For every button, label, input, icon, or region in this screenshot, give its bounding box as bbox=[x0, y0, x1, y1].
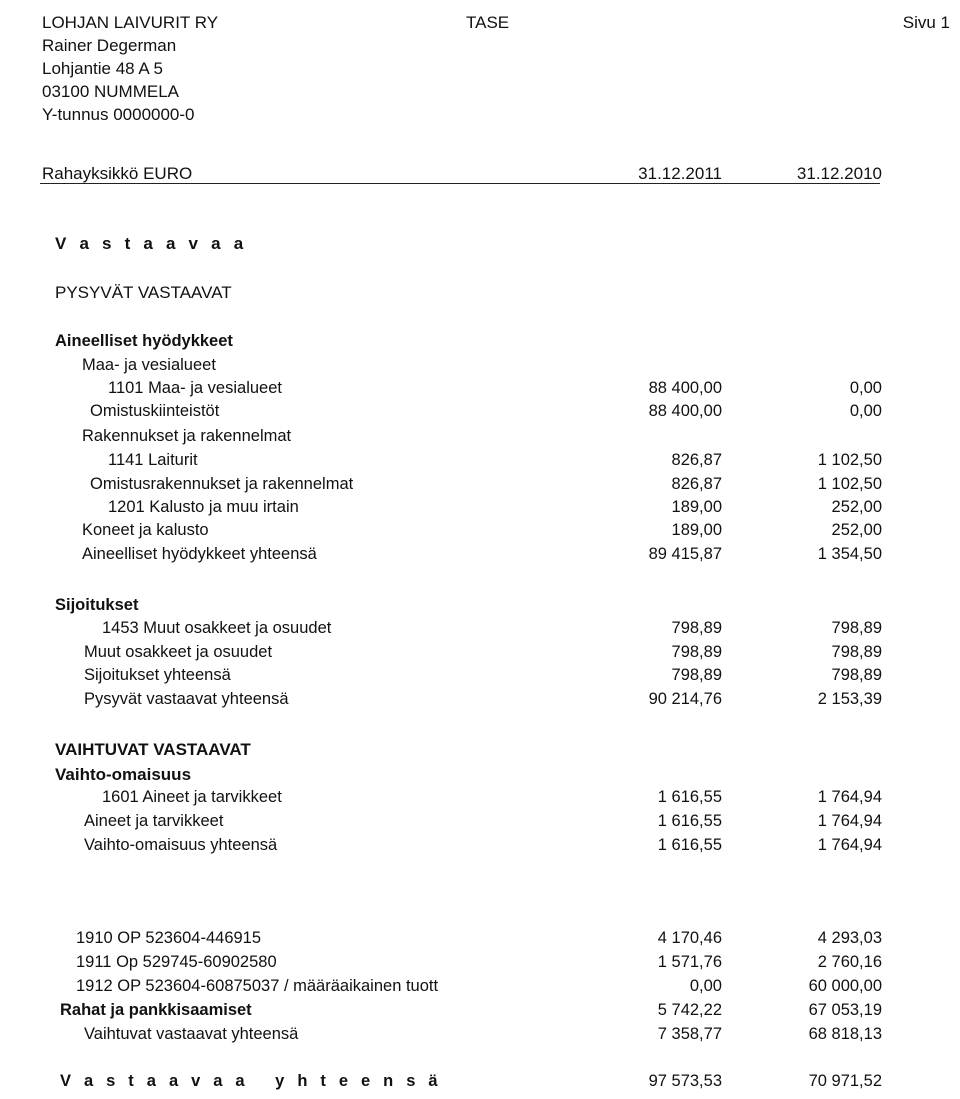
postal-address: 03100 NUMMELA bbox=[42, 82, 180, 101]
value-previous: 1 354,50 bbox=[817, 545, 882, 563]
page-number: Sivu 1 bbox=[902, 13, 950, 32]
company-name: LOHJAN LAIVURIT RY bbox=[42, 13, 219, 32]
contact-name: Rainer Degerman bbox=[42, 36, 177, 55]
value-current: 88 400,00 bbox=[648, 402, 722, 420]
table-row bbox=[0, 356, 960, 378]
value-previous: 1 764,94 bbox=[817, 788, 882, 806]
table-row bbox=[0, 402, 960, 424]
table-row bbox=[0, 498, 960, 520]
value-previous: 798,89 bbox=[831, 619, 882, 637]
row-label: Vaihto-omaisuus yhteensä bbox=[84, 836, 278, 854]
value-previous: 1 102,50 bbox=[817, 475, 882, 493]
value-current: 189,00 bbox=[671, 521, 722, 539]
value-previous: 798,89 bbox=[831, 643, 882, 661]
row-label: Sijoitukset yhteensä bbox=[84, 666, 231, 684]
column-date-current: 31.12.2011 bbox=[638, 164, 722, 183]
row-label: 1453 Muut osakkeet ja osuudet bbox=[102, 619, 332, 637]
tangible-assets-heading: Aineelliset hyödykkeet bbox=[55, 332, 233, 350]
table-row bbox=[0, 619, 960, 641]
header-divider bbox=[40, 183, 880, 184]
value-current: 826,87 bbox=[671, 475, 722, 493]
table-row bbox=[0, 690, 960, 712]
value-current: 1 571,76 bbox=[657, 953, 722, 971]
row-label: 1201 Kalusto ja muu irtain bbox=[108, 498, 299, 516]
row-label: 1910 OP 523604-446915 bbox=[76, 929, 262, 947]
value-previous: 67 053,19 bbox=[808, 1001, 882, 1019]
table-row bbox=[0, 788, 960, 810]
value-current: 5 742,22 bbox=[657, 1001, 722, 1019]
value-previous: 2 153,39 bbox=[817, 690, 882, 708]
currency-label: Rahayksikkö EURO bbox=[42, 164, 193, 183]
value-previous: 1 764,94 bbox=[817, 812, 882, 830]
value-current: 798,89 bbox=[671, 619, 722, 637]
row-label: 1601 Aineet ja tarvikkeet bbox=[102, 788, 282, 806]
value-current: 1 616,55 bbox=[657, 812, 722, 830]
row-label: 1912 OP 523604-60875037 / määräaikainen tuott bbox=[76, 977, 439, 995]
table-row bbox=[0, 1025, 960, 1047]
table-row bbox=[0, 545, 960, 567]
inventories-heading: Vaihto-omaisuus bbox=[55, 765, 192, 784]
row-label: Koneet ja kalusto bbox=[82, 521, 209, 539]
value-current: 89 415,87 bbox=[648, 545, 722, 563]
table-row bbox=[0, 1001, 960, 1023]
row-label: Maa- ja vesialueet bbox=[82, 356, 216, 374]
row-label: Vaihtuvat vastaavat yhteensä bbox=[84, 1025, 299, 1043]
value-previous: 1 102,50 bbox=[817, 451, 882, 469]
table-row bbox=[0, 812, 960, 834]
value-previous: 252,00 bbox=[831, 521, 882, 539]
value-current: 798,89 bbox=[671, 666, 722, 684]
assets-total-previous: 70 971,52 bbox=[808, 1072, 882, 1090]
value-current: 826,87 bbox=[671, 451, 722, 469]
value-previous: 0,00 bbox=[849, 379, 882, 397]
value-current: 4 170,46 bbox=[657, 929, 722, 947]
value-current: 1 616,55 bbox=[657, 788, 722, 806]
row-label: Muut osakkeet ja osuudet bbox=[84, 643, 273, 661]
row-label: Rahat ja pankkisaamiset bbox=[60, 1001, 252, 1019]
table-row bbox=[0, 475, 960, 497]
table-row bbox=[0, 379, 960, 401]
current-assets-heading: VAIHTUVAT VASTAAVAT bbox=[55, 740, 251, 759]
value-current: 0,00 bbox=[689, 977, 722, 995]
business-id: Y-tunnus 0000000-0 bbox=[42, 105, 195, 124]
street-address: Lohjantie 48 A 5 bbox=[42, 59, 164, 78]
table-row bbox=[0, 953, 960, 975]
row-label: Omistuskiinteistöt bbox=[90, 402, 220, 420]
table-row bbox=[0, 836, 960, 858]
column-date-previous: 31.12.2010 bbox=[796, 164, 882, 183]
value-current: 7 358,77 bbox=[657, 1025, 722, 1043]
table-row bbox=[0, 666, 960, 688]
row-label: 1911 Op 529745-60902580 bbox=[76, 953, 277, 971]
value-previous: 68 818,13 bbox=[808, 1025, 882, 1043]
value-previous: 4 293,03 bbox=[817, 929, 882, 947]
value-previous: 798,89 bbox=[831, 666, 882, 684]
row-label: 1141 Laiturit bbox=[108, 451, 198, 469]
row-label: Pysyvät vastaavat yhteensä bbox=[84, 690, 289, 708]
assets-total-current: 97 573,53 bbox=[648, 1072, 722, 1090]
row-label: Aineelliset hyödykkeet yhteensä bbox=[82, 545, 317, 563]
table-row bbox=[0, 427, 960, 449]
investments-heading: Sijoitukset bbox=[55, 596, 139, 614]
value-previous: 252,00 bbox=[831, 498, 882, 516]
row-label: Omistusrakennukset ja rakennelmat bbox=[90, 475, 354, 493]
assets-heading: V a s t a a v a a bbox=[55, 234, 248, 253]
document-title: TASE bbox=[466, 13, 510, 32]
value-previous: 0,00 bbox=[849, 402, 882, 420]
table-row bbox=[0, 929, 960, 951]
value-current: 88 400,00 bbox=[648, 379, 722, 397]
assets-total-label: V a s t a a v a a y h t e e n s ä bbox=[60, 1072, 442, 1090]
assets-total-row bbox=[0, 1072, 960, 1094]
fixed-assets-heading: PYSYVÄT VASTAAVAT bbox=[55, 283, 232, 302]
table-row bbox=[0, 451, 960, 473]
table-row bbox=[0, 521, 960, 543]
value-previous: 2 760,16 bbox=[817, 953, 882, 971]
value-current: 798,89 bbox=[671, 643, 722, 661]
value-current: 1 616,55 bbox=[657, 836, 722, 854]
value-previous: 60 000,00 bbox=[808, 977, 882, 995]
table-row bbox=[0, 643, 960, 665]
value-current: 90 214,76 bbox=[648, 690, 722, 708]
row-label: Rakennukset ja rakennelmat bbox=[82, 427, 292, 445]
table-row bbox=[0, 977, 960, 999]
value-previous: 1 764,94 bbox=[817, 836, 882, 854]
row-label: 1101 Maa- ja vesialueet bbox=[108, 379, 282, 397]
row-label: Aineet ja tarvikkeet bbox=[84, 812, 224, 830]
value-current: 189,00 bbox=[671, 498, 722, 516]
